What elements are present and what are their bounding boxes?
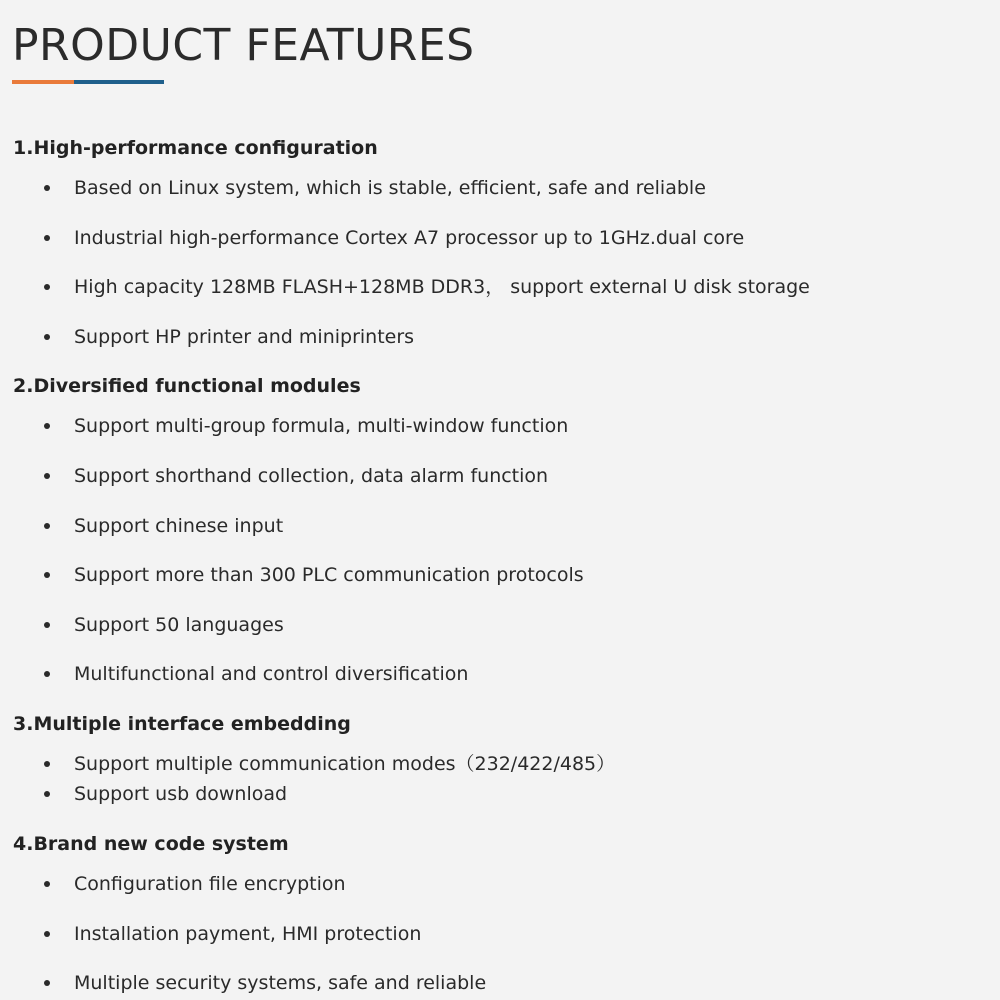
page-title: PRODUCT FEATURES — [12, 20, 475, 71]
list-item — [44, 922, 421, 946]
bullet-icon — [44, 980, 50, 986]
bullet-icon — [44, 523, 50, 529]
section-heading-interface-embedding: 3.Multiple interface embedding — [13, 713, 351, 735]
list-item-text: Support multi-group formula, multi-window function — [74, 415, 569, 437]
section-heading-functional-modules: 2.Diversified functional modules — [13, 375, 361, 397]
list-item — [44, 971, 486, 995]
list-item-text: Support more than 300 PLC communication protocols — [74, 564, 584, 586]
list-item — [44, 662, 468, 686]
list-item-text: High capacity 128MB FLASH+128MB DDR3， support external U disk storage — [74, 276, 810, 298]
bullet-icon — [44, 185, 50, 191]
list-item — [44, 514, 283, 538]
title-underline — [12, 80, 164, 84]
section-heading-high-performance: 1.High-performance configuration — [13, 137, 378, 159]
list-item — [44, 563, 584, 587]
list-item-text: Support 50 languages — [74, 614, 284, 636]
list-item-text: Multiple security systems, safe and reliable — [74, 972, 487, 994]
list-item-text: Support usb download — [74, 783, 288, 805]
list-item — [44, 226, 744, 250]
list-item-text: Industrial high-performance Cortex A7 processor up to 1GHz.dual core — [74, 227, 745, 249]
bullet-icon — [44, 791, 50, 797]
bullet-icon — [44, 761, 50, 767]
list-item — [44, 176, 706, 200]
bullet-icon — [44, 931, 50, 937]
list-item — [44, 782, 287, 806]
bullet-icon — [44, 622, 50, 628]
list-item — [44, 752, 615, 776]
underline-orange-segment — [12, 80, 74, 84]
bullet-icon — [44, 881, 50, 887]
list-item — [44, 325, 414, 349]
section-heading-code-system: 4.Brand new code system — [13, 833, 289, 855]
underline-blue-segment — [74, 80, 164, 84]
list-item — [44, 414, 568, 438]
list-item-text: Based on Linux system, which is stable, efficient, safe and reliable — [74, 177, 706, 199]
list-item — [44, 613, 284, 637]
list-item-text: Multifunctional and control diversification — [74, 663, 469, 685]
bullet-icon — [44, 235, 50, 241]
bullet-icon — [44, 284, 50, 290]
bullet-icon — [44, 572, 50, 578]
list-item-text: Support HP printer and miniprinters — [74, 326, 415, 348]
bullet-icon — [44, 334, 50, 340]
list-item — [44, 872, 346, 896]
list-item-text: Support shorthand collection, data alarm function — [74, 465, 549, 487]
list-item-text: Support chinese input — [74, 515, 284, 537]
bullet-icon — [44, 473, 50, 479]
list-item-text: Installation payment, HMI protection — [74, 923, 422, 945]
bullet-icon — [44, 423, 50, 429]
list-item — [44, 464, 548, 488]
list-item-text: Support multiple communication modes（232/422/485） — [74, 753, 616, 775]
list-item — [44, 275, 810, 299]
list-item-text: Configuration file encryption — [74, 873, 346, 895]
bullet-icon — [44, 671, 50, 677]
